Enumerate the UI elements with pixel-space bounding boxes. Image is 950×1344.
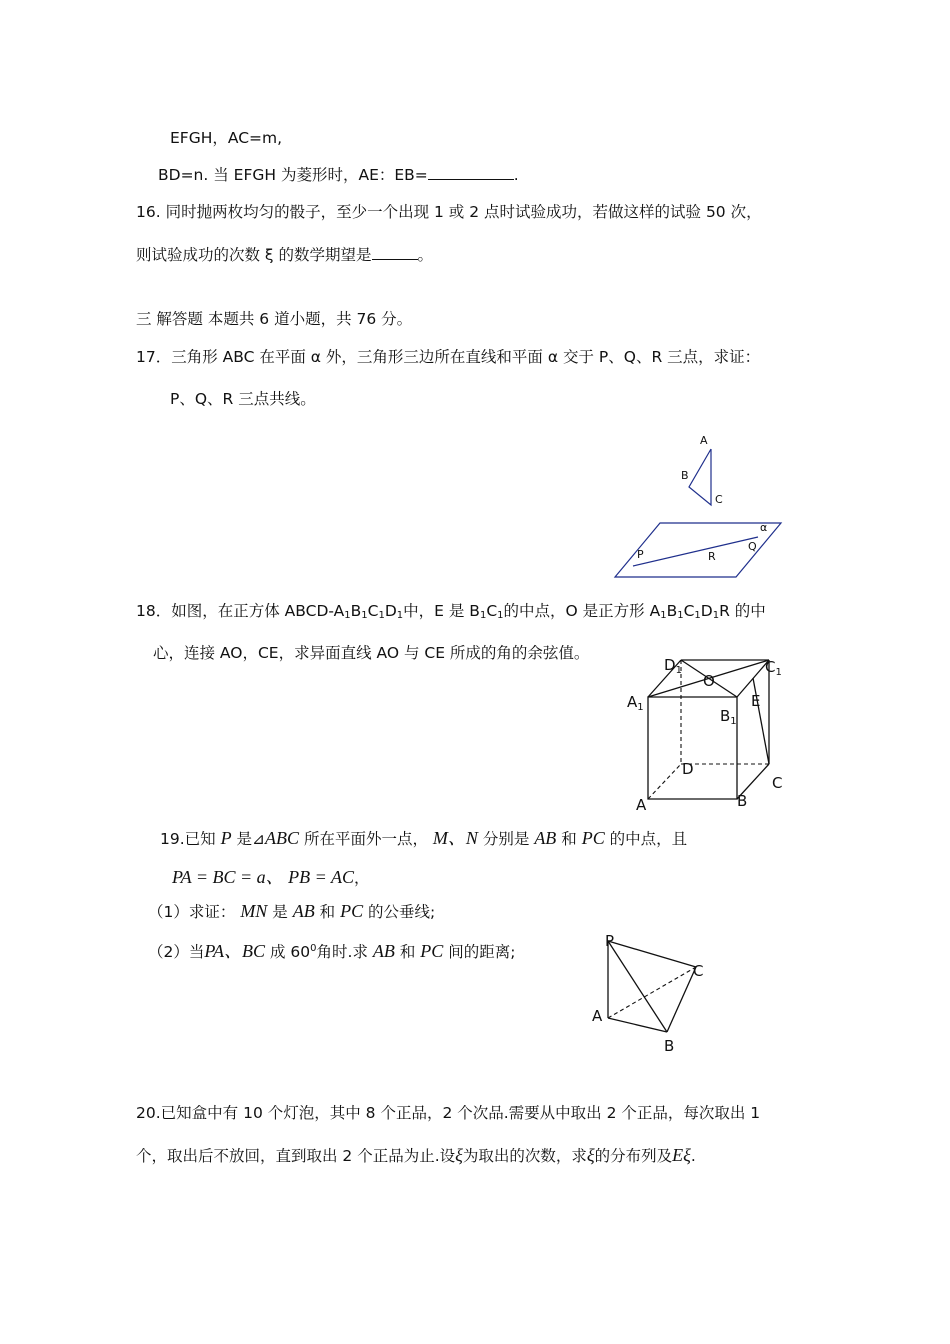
q15-line1: EFGH，AC=m, [170,129,283,147]
q18-sub: 1 [378,610,385,621]
q19-math-ab: AB [372,941,395,962]
q19-label-p: P [605,932,615,950]
q18-text-g: 的中点，O 是正方形 A [503,602,661,620]
q19-text: 和 [399,943,416,962]
q20-math-xi: ξ [455,1145,463,1165]
q19-math-pc: PC [420,941,444,962]
q18-label-a: A [636,796,647,814]
q18-text-i: C [683,602,695,620]
q19-text: 的中点，且 [609,830,688,848]
q18-sub: 1 [712,610,720,621]
q19-text: 角时.求 [316,943,368,962]
q19-text: ， [353,869,370,887]
q19-math-equalities: PA = BC = a、 PB = AC [172,867,354,887]
q20-text: . [690,1147,696,1165]
q19-label-b: B [664,1037,675,1055]
q18-text-k: R 的中 [719,602,766,620]
q19-math-pc: PC [340,901,364,921]
q17-line2: P、Q、R 三点共线。 [170,390,316,408]
q18-label-b1: $B_1$ [720,707,737,727]
q19-math-ab: AB [292,901,315,921]
q17-label-a: A [700,434,708,447]
q19-text: （1）求证： [148,903,236,921]
q19-degree: 0 [310,943,317,954]
q18-label-d1: $D_1$ [664,656,682,676]
q18-sub: 1 [694,610,701,621]
q17-label-r: R [708,550,716,563]
q19-label-a: A [592,1007,603,1025]
q19-text: 成 60 [269,943,311,962]
q18-label-a1: $A_1$ [627,693,644,713]
q19-text: 间的距离; [448,943,516,962]
q15-line2-end: . [513,166,519,184]
q18-sub: 1 [344,610,351,621]
q19-math-ab: AB [534,828,557,848]
q19-edge-ac-hidden [608,967,696,1018]
q20-line2 [136,1145,696,1166]
section-3-heading: 三 解答题 本题共 6 道小题，共 76 分。 [136,310,413,328]
q16-line2-end: 。 [417,246,434,264]
q19-edge-ab [608,1018,667,1032]
q18-label-b: B [737,792,748,810]
q18-number: 18 [136,602,156,620]
q18-text-e: 中，E 是 B [403,602,480,620]
q19-math-pc: PC [581,828,605,848]
q19-text: 和 [319,903,336,921]
q19-text: 是 [272,903,288,921]
q17-label-alpha: α [760,521,768,534]
q19-edge-pc [608,941,696,967]
q20-text: 个，取出后不放回，直到取出 2 个正品为止.设 [136,1147,456,1165]
q18-text-a: ．如图，在正方体 ABCD-A [155,602,345,620]
q19-label-c: C [693,962,704,980]
q20-text: 的分布列及 [594,1147,673,1165]
q18-sub: 1 [677,610,684,621]
q19-text: 所在平面外一点， [303,830,428,848]
q18-text-c: C [367,602,379,620]
q19-math-mn: M、N [432,828,478,848]
q18-label-e: E [751,692,761,710]
q19-edge-bc [667,967,696,1032]
q20-line1: 20.已知盒中有 10 个灯泡，其中 8 个正品，2 个次品.需要从中取出 2 个正品，每次取出 1 [136,1104,761,1122]
q16-line1: 16. 同时抛两枚均匀的骰子，至少一个出现 1 或 2 点时试验成功，若做这样的试验 50 次， [136,203,762,221]
q19-math-pa-bc: PA、BC [204,941,266,962]
q17-label-p: P [637,548,644,561]
q19-text: （2）当 [148,943,205,962]
q17-label-b: B [681,469,689,482]
q19-text: 分别是 [482,830,530,848]
q20-math-xi: ξ [586,1145,595,1165]
q17-label-c: C [715,493,723,506]
q16-line2-text: 则试验成功的次数 ξ 的数学期望是 [136,246,372,264]
q18-sub: 1 [497,610,504,621]
q18-sub: 1 [396,610,404,621]
q19-math-abc: ABC [265,828,300,848]
q17-line1: 17．三角形 ABC 在平面 α 外，三角形三边所在直线和平面 α 交于 P、Q、R 三点，求证： [136,348,761,366]
q19-text: 19.已知 [160,830,216,848]
q19-edge-pb [608,941,667,1032]
q19-text: 的公垂线; [368,903,436,921]
q19-text: 是⊿ [236,830,266,848]
q20-math-exi: Eξ [672,1145,691,1165]
q18-sub: 1 [361,610,368,621]
q18-text-f: C [486,602,498,620]
q18-sub: 1 [479,610,487,621]
q18-text-d: D [384,602,397,620]
q18-label-o: O [703,672,715,690]
q18-sub: 1 [660,610,667,621]
q18-label-c: C [772,774,783,792]
q18-line2: 心，连接 AO，CE，求异面直线 AO 与 CE 所成的角的余弦值。 [153,644,590,662]
q18-text-h: B [666,602,678,620]
q18-label-c1: $C_1$ [765,658,782,678]
q20-text: 为取出的次数，求 [462,1147,587,1165]
q18-label-d: D [682,760,694,778]
q17-label-q: Q [748,540,757,553]
q19-math-p: P [220,828,232,848]
q19-math-mn-seg: MN [240,901,268,921]
q15-line2-text: BD=n. 当 EFGH 为菱形时，AE：EB= [158,166,428,184]
q18-text-b: B [350,602,362,620]
q19-text: 和 [561,830,577,848]
q18-text-j: D [700,602,713,620]
